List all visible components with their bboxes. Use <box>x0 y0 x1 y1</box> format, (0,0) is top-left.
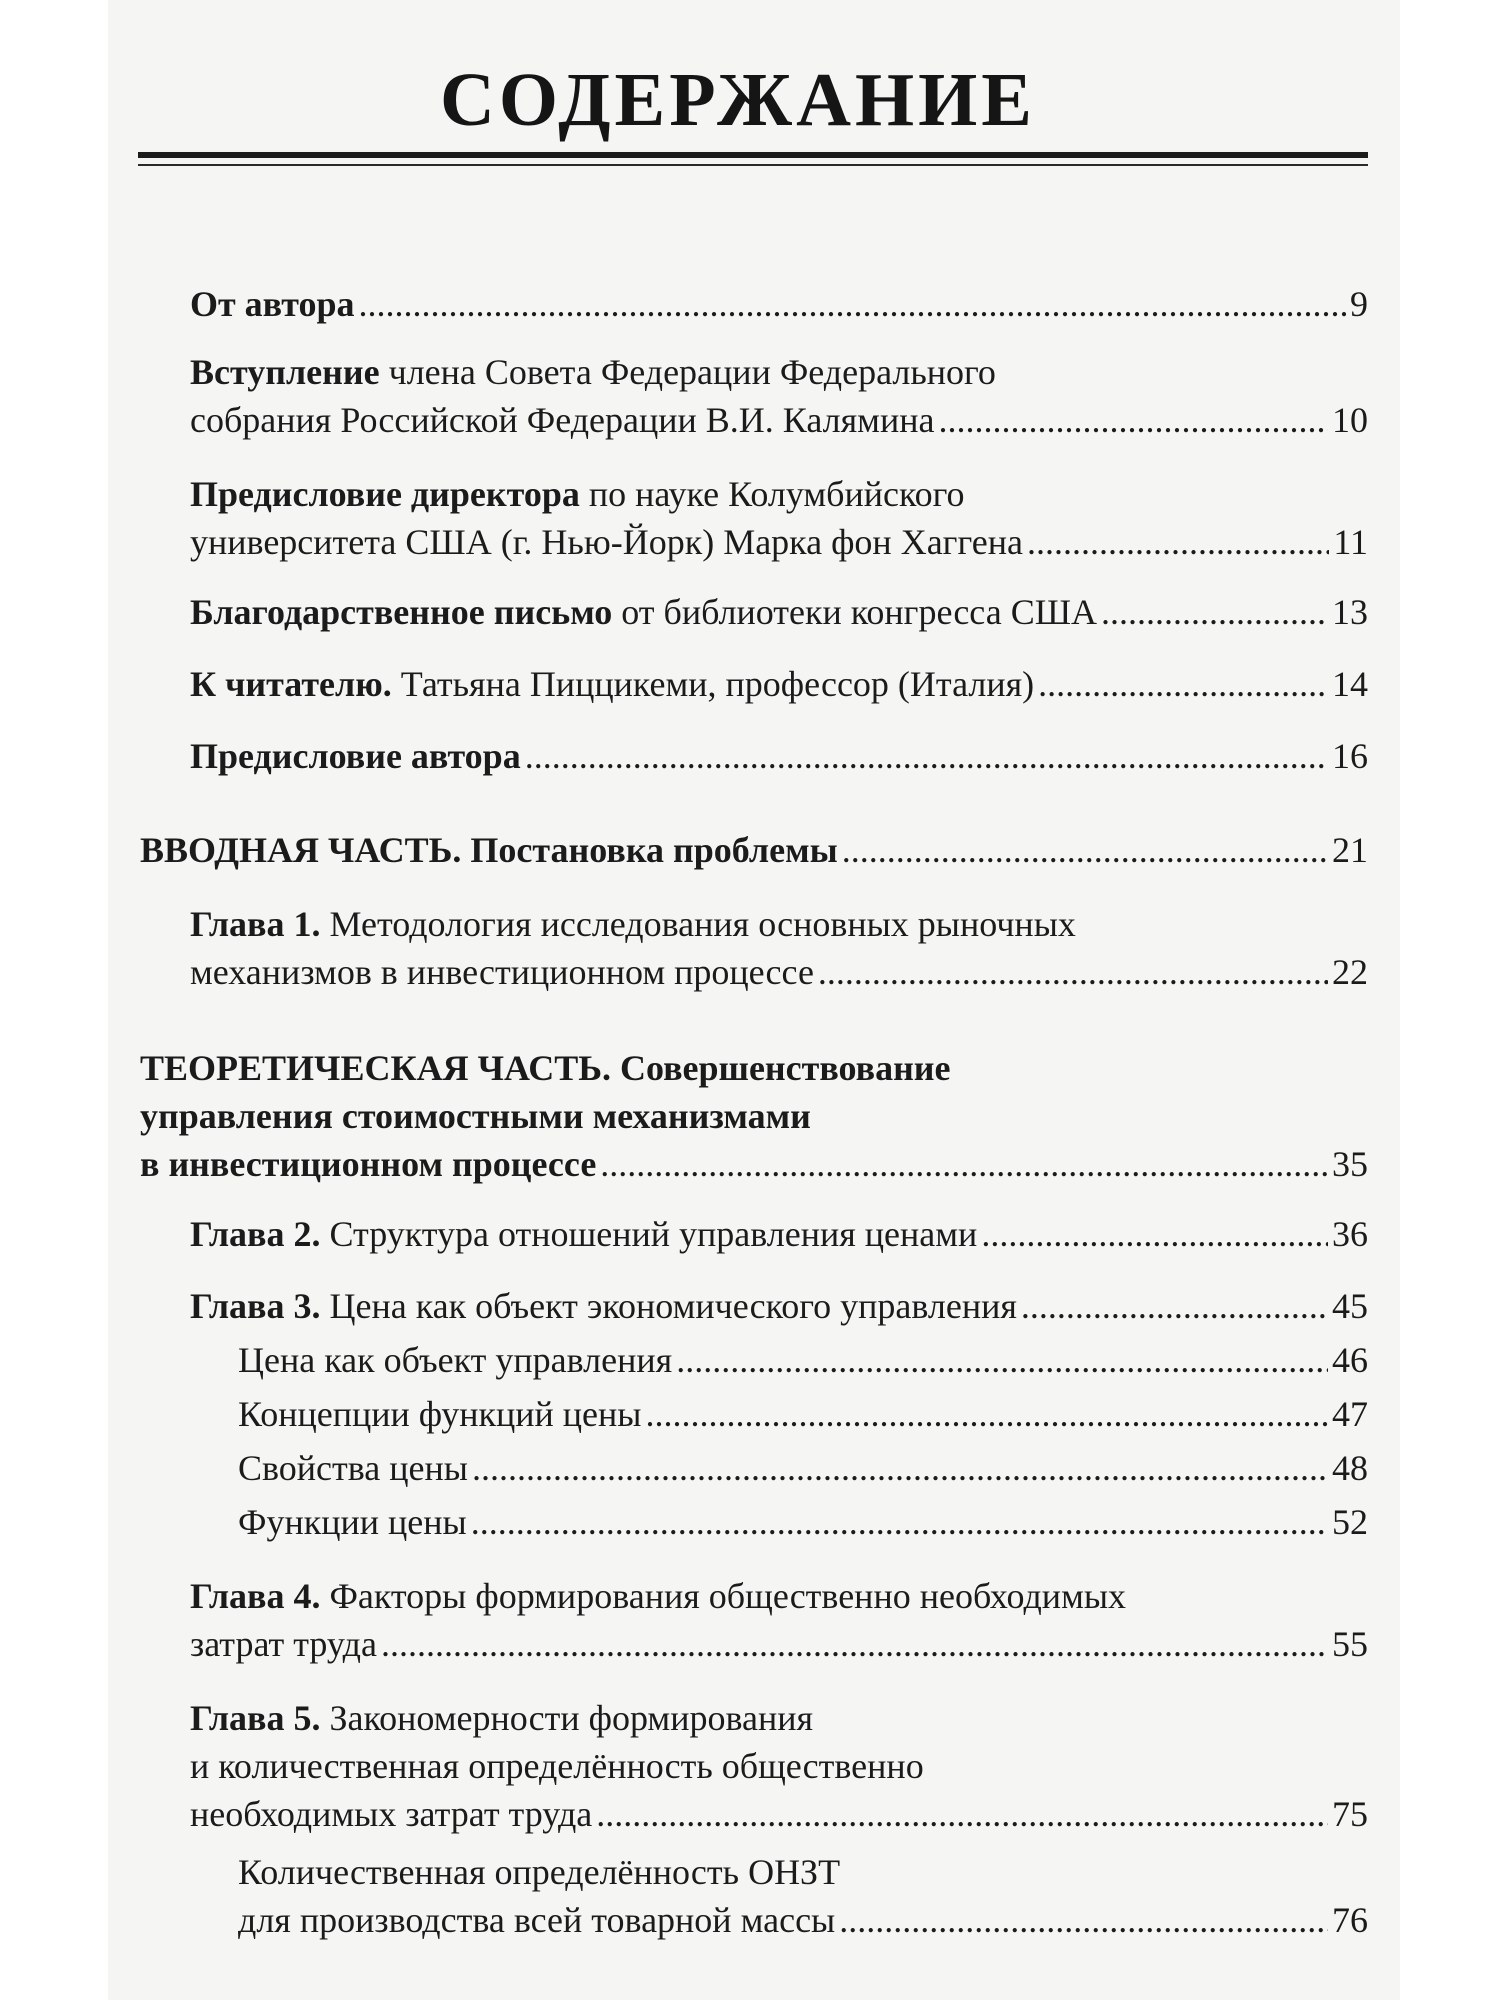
entry-text-line2: университета США (г. Нью-Йорк) Марка фон Хаггена <box>190 522 1023 562</box>
entry-bold: Предисловие автора <box>190 736 521 776</box>
entry-text: Количественная определённость ОНЗТ <box>238 1852 841 1892</box>
toc-entry-glava-2[interactable] <box>190 1210 1368 1258</box>
page-number: 76 <box>1332 1900 1368 1940</box>
leader-dots <box>525 732 1328 780</box>
page-number: 9 <box>1350 284 1368 324</box>
toc-entry-teoreticheskaya-chast[interactable] <box>140 1044 1368 1188</box>
entry-text: Закономерности формирования <box>320 1698 814 1738</box>
entry-bold: ТЕОРЕТИЧЕСКАЯ ЧАСТЬ. Совершенствование <box>140 1048 951 1088</box>
toc-entry-vstuplenie[interactable] <box>190 348 1368 444</box>
page-number: 11 <box>1333 522 1368 562</box>
entry-text: Методология исследования основных рыночных <box>320 904 1076 944</box>
toc-entry-glava-3[interactable] <box>190 1282 1368 1330</box>
toc-entry-glava-4[interactable] <box>190 1572 1368 1668</box>
leader-dots <box>472 1444 1328 1492</box>
entry-bold: От автора <box>190 284 355 324</box>
entry-bold: Глава 5. <box>190 1698 321 1738</box>
entry-text-line2: для производства всей товарной массы <box>238 1900 836 1940</box>
leader-dots <box>471 1498 1328 1546</box>
entry-bold: Глава 3. <box>190 1286 321 1326</box>
leader-dots <box>839 1896 1328 1944</box>
entry-text: Татьяна Пиццикеми, профессор (Италия) <box>391 664 1035 704</box>
page-number: 35 <box>1332 1144 1368 1184</box>
leader-dots <box>818 948 1328 996</box>
entry-text-line2: собрания Российской Федерации В.И. Калямина <box>190 400 935 440</box>
leader-dots <box>1021 1282 1328 1330</box>
entry-bold: К читателю. <box>190 664 392 704</box>
page-number: 21 <box>1332 830 1368 870</box>
leader-dots <box>645 1390 1328 1438</box>
leader-dots <box>938 396 1328 444</box>
page-number: 14 <box>1332 664 1368 704</box>
toc-entry-predislovie-avtora[interactable] <box>190 732 1368 780</box>
entry-text: от библиотеки конгресса США <box>612 592 1098 632</box>
toc-entry-predislovie-direktora[interactable] <box>190 470 1368 566</box>
page-number: 45 <box>1332 1286 1368 1326</box>
leader-dots <box>1038 660 1328 708</box>
page-number: 16 <box>1332 736 1368 776</box>
leader-dots <box>842 826 1328 874</box>
entry-text-line3: необходимых затрат труда <box>190 1794 593 1834</box>
toc-subentry-funkcii-ceny[interactable] <box>238 1498 1368 1546</box>
leader-dots <box>600 1140 1328 1188</box>
entry-bold: Благодарственное письмо <box>190 592 613 632</box>
page-number: 46 <box>1332 1340 1368 1380</box>
entry-bold-line2: управления стоимостными механизмами <box>140 1096 811 1136</box>
toc-entry-ot-avtora[interactable] <box>190 280 1368 328</box>
toc-entry-blagodarstvennoe-pismo[interactable] <box>190 588 1368 636</box>
page-number: 36 <box>1332 1214 1368 1254</box>
entry-bold: Глава 2. <box>190 1214 321 1254</box>
leader-dots <box>981 1210 1328 1258</box>
page-number: 47 <box>1332 1394 1368 1434</box>
entry-text: члена Совета Федерации Федерального <box>379 352 996 392</box>
entry-bold: Вступление <box>190 352 380 392</box>
page-number: 52 <box>1332 1502 1368 1542</box>
leader-dots <box>596 1790 1328 1838</box>
entry-text: по науке Колумбийского <box>579 474 965 514</box>
entry-text: Концепции функций цены <box>238 1394 642 1434</box>
page-number: 48 <box>1332 1448 1368 1488</box>
entry-text-line2: и количественная определённость общественно <box>190 1746 924 1786</box>
leader-dots <box>381 1620 1328 1668</box>
page-title: СОДЕРЖАНИЕ <box>440 58 1036 142</box>
page-number: 10 <box>1332 400 1368 440</box>
entry-bold: Глава 4. <box>190 1576 321 1616</box>
page-number: 75 <box>1332 1794 1368 1834</box>
title-rule-thin <box>138 164 1368 166</box>
entry-text: Цена как объект экономического управления <box>320 1286 1017 1326</box>
toc-entry-vvodnaya-chast[interactable] <box>140 826 1368 874</box>
entry-text-line2: механизмов в инвестиционном процессе <box>190 952 814 992</box>
entry-text-line2: затрат труда <box>190 1624 377 1664</box>
page-number: 55 <box>1332 1624 1368 1664</box>
title-rule-thick <box>138 152 1368 158</box>
leader-dots <box>1027 518 1329 566</box>
toc-entry-glava-1[interactable] <box>190 900 1368 996</box>
entry-bold: ВВОДНАЯ ЧАСТЬ. Постановка проблемы <box>140 830 838 870</box>
entry-bold: Предисловие директора <box>190 474 580 514</box>
toc-subentry-kolichestvennaya-opredelennost[interactable] <box>238 1848 1368 1944</box>
leader-dots <box>358 280 1346 328</box>
toc-entry-k-chitatelyu[interactable] <box>190 660 1368 708</box>
entry-bold-line3: в инвестиционном процессе <box>140 1144 597 1184</box>
toc-subentry-cena-kak-obekt[interactable] <box>238 1336 1368 1384</box>
entry-text: Функции цены <box>238 1502 467 1542</box>
toc-subentry-koncepcii-funkcij[interactable] <box>238 1390 1368 1438</box>
entry-text: Свойства цены <box>238 1448 468 1488</box>
entry-text: Цена как объект управления <box>238 1340 673 1380</box>
page-number: 22 <box>1332 952 1368 992</box>
toc-entry-glava-5[interactable] <box>190 1694 1368 1838</box>
leader-dots <box>1101 588 1328 636</box>
entry-bold: Глава 1. <box>190 904 321 944</box>
toc-subentry-svojstva-ceny[interactable] <box>238 1444 1368 1492</box>
leader-dots <box>676 1336 1328 1384</box>
entry-text: Структура отношений управления ценами <box>320 1214 978 1254</box>
entry-text: Факторы формирования общественно необходимых <box>320 1576 1127 1616</box>
page-number: 13 <box>1332 592 1368 632</box>
